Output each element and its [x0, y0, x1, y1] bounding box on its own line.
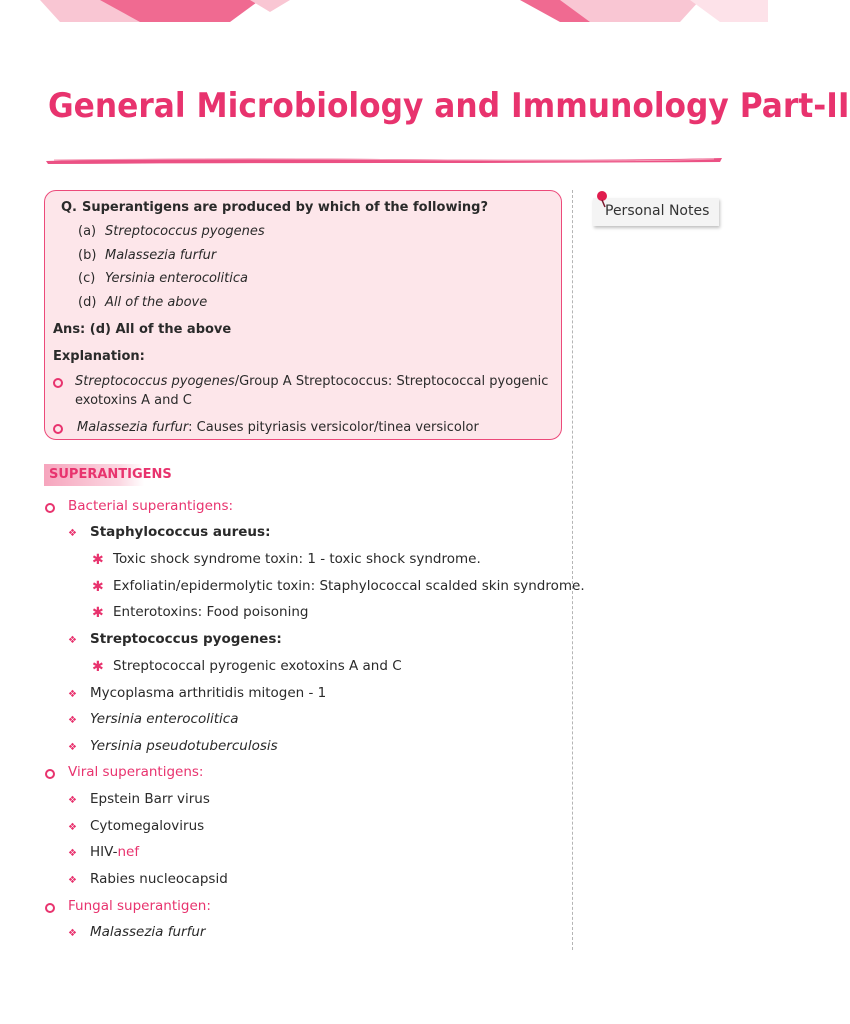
explanation-item: Streptococcus pyogenes/Group A Streptococcus: Streptococcal pyogenic [75, 374, 549, 389]
option-text: Malassezia furfur [105, 248, 217, 263]
question-prefix: Q. [61, 200, 77, 215]
star-bullet-icon: ✱ [92, 605, 104, 621]
option-key: (c) [78, 271, 96, 286]
hiv-nef-highlight: nef [117, 844, 140, 860]
diamond-bullet-icon: ❖ [68, 848, 77, 859]
diamond-bullet-icon: ❖ [68, 795, 77, 806]
diamond-bullet-icon: ❖ [68, 742, 77, 753]
list-item: Malassezia furfur [90, 924, 206, 940]
diamond-bullet-icon: ❖ [68, 689, 77, 700]
section-heading: SUPERANTIGENS [49, 467, 172, 482]
list-item: Mycoplasma arthritidis mitogen - 1 [90, 685, 327, 701]
diamond-bullet-icon: ❖ [68, 822, 77, 833]
diamond-bullet-icon: ❖ [68, 635, 77, 646]
explanation-item-cont: exotoxins A and C [75, 393, 192, 408]
list-item: Exfoliatin/epidermolytic toxin: Staphylococcal scalded skin syndrome. [113, 578, 585, 594]
star-bullet-icon: ✱ [92, 552, 104, 568]
list-item: Enterotoxins: Food poisoning [113, 604, 309, 620]
diamond-bullet-icon: ❖ [68, 928, 77, 939]
list-item: Yersinia pseudotuberculosis [90, 738, 278, 754]
personal-notes-tag [593, 198, 719, 226]
viral-label: Viral superantigens: [68, 764, 204, 780]
staph-label: Staphylococcus aureus: [90, 524, 271, 540]
option-key: (d) [78, 295, 97, 310]
header-decoration [0, 0, 768, 22]
option-key: (b) [78, 248, 97, 263]
section-heading-tag [44, 464, 172, 486]
list-item: HIV-nef [90, 844, 140, 860]
title-underline [44, 154, 724, 166]
list-item: Toxic shock syndrome toxin: 1 - toxic shock syndrome. [113, 551, 481, 567]
pushpin-icon [594, 190, 610, 208]
star-bullet-icon: ✱ [92, 579, 104, 595]
explanation-item: Malassezia furfur: Causes pityriasis versicolor/tinea versicolor [77, 420, 479, 435]
option-key: (a) [78, 224, 97, 239]
page-title: General Microbiology and Immunology Part-II [48, 86, 850, 126]
list-item: Epstein Barr virus [90, 791, 210, 807]
fungal-label: Fungal superantigen: [68, 898, 211, 914]
option-text: Streptococcus pyogenes [105, 224, 265, 239]
bullet-ring-icon [45, 769, 55, 779]
bacterial-label: Bacterial superantigens: [68, 498, 234, 514]
explanation-label: Explanation: [53, 349, 145, 364]
bullet-ring-icon [53, 378, 63, 388]
diamond-bullet-icon: ❖ [68, 715, 77, 726]
diamond-bullet-icon: ❖ [68, 528, 77, 539]
list-item: Streptococcal pyrogenic exotoxins A and C [113, 658, 402, 674]
answer: Ans: (d) All of the above [53, 322, 232, 337]
bullet-ring-icon [53, 424, 63, 434]
list-item: Cytomegalovirus [90, 818, 205, 834]
personal-notes-label: Personal Notes [605, 203, 710, 219]
star-bullet-icon: ✱ [92, 659, 104, 675]
list-item: Yersinia enterocolitica [90, 711, 239, 727]
bullet-ring-icon [45, 903, 55, 913]
bullet-ring-icon [45, 503, 55, 513]
option-text: All of the above [105, 295, 208, 310]
list-item: Rabies nucleocapsid [90, 871, 228, 887]
column-divider [572, 190, 573, 950]
diamond-bullet-icon: ❖ [68, 875, 77, 886]
strep-label: Streptococcus pyogenes: [90, 631, 282, 647]
option-text: Yersinia enterocolitica [105, 271, 248, 286]
question-text: Superantigens are produced by which of the following? [82, 200, 489, 215]
